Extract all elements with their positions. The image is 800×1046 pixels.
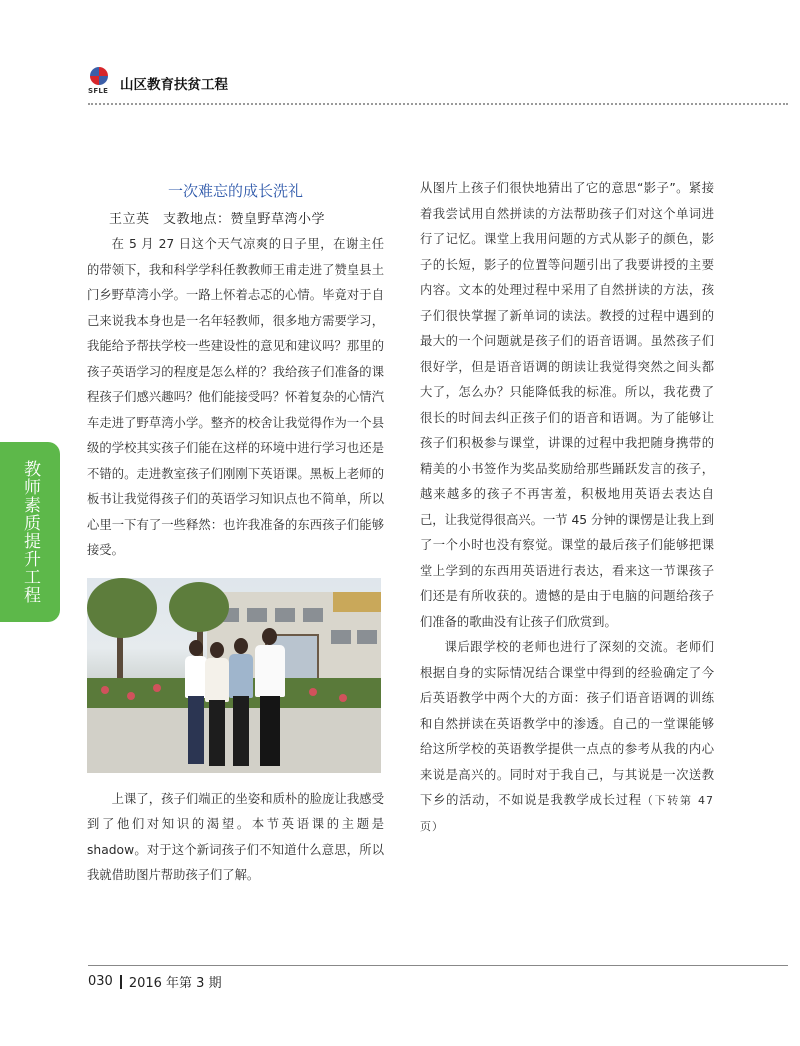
photo-window [357,630,377,644]
article-byline: 王立英 支教地点：赞皇野草湾小学 [109,212,326,227]
article-paragraph: 上课了，孩子们端正的坐姿和质朴的脸庞让我感受到了他们对知识的渴望。本节英语课的主题是 shadow。对于这个新词孩子们不知道什么意思，所以我就借助图片帮助孩子们了解。 [87,791,384,882]
photo-flower [339,694,347,702]
article-paragraph: 从图片上孩子们很快地猜出了它的意思“影子”。紧接着我尝试用自然拼读的方法帮助孩子们对这个单词进行了记忆。课堂上我用问题的方式从影子的颜色，影子的长短，影子的位置等问题引出了我要讲授的主要内容。文本的处理过程中采用了自然拼读的方法，孩子们很快掌握了新单词的读法。教授的过程中遇到的最大的一个问题就是孩子们的语音语调。虽然孩子们很好学，但是语音语调的朗读让我觉得突然之间头都大了，怎么办？只能降低我的标准。所以，我花费了很长的时间去纠正孩子们的语音和语调。为了能够让孩子们积极参与课堂，讲课的过程中我把随身携带的精美的小书签作为奖品奖励给那些踊跃发言的孩子，越来越多的孩子不再害羞，积极地用英语去表达自己，让我觉得很高兴。一节 45 分钟的课愣是让我上到了一个小时也没有察觉。课堂的最后孩子们能够把课堂上学到的东西用英语进行表达，看来这一节课孩子们还是有所收获的。遗憾的是由于电脑的问题给孩子们准备的歌曲没有让孩子们欣赏到。 [420,181,714,629]
logo-mark-icon [90,67,108,85]
photo-window [247,608,267,622]
page-number: 030 [88,974,113,989]
footer-divider [88,965,788,966]
photo-building-sign [333,592,381,612]
page-header [88,66,228,100]
left-column [87,176,384,889]
photo-window [275,608,295,622]
continued-note: （下转第 47 页） [420,794,714,833]
right-column [420,176,714,839]
photo-tree [169,582,229,632]
logo-text: SFLE [88,87,109,95]
sfle-logo [88,67,114,99]
group-photo [87,578,381,773]
section-side-tab: 教师素质提升工程 [0,442,60,622]
photo-flower [127,692,135,700]
article-paragraph: 在 5 月 27 日这个天气凉爽的日子里，在谢主任的带领下，我和科学学科任教教师王甫走进了赞皇县土门乡野草湾小学。一路上怀着忐忑的心情。毕竟对于自己来说我本身也是一名年轻教师，很多地方需要学习，我能给予帮扶学校一些建设性的意见和建议吗？那里的孩子英语学习的程度是怎么样的？我给孩子们准备的课程孩子们感兴趣吗？他们能接受吗？怀着复杂的心情汽车走进了野草湾小学。整齐的校舍让我觉得作为一个县级的学校其实孩子们能在这样的环境中进行学习也还是不错的。走进教室孩子们刚刚下英语课。黑板上老师的板书让我觉得孩子们的英语学习知识点也不简单，所以心里一下有了一些释然：也许我准备的东西孩子们能够接受。 [87,237,384,557]
photo-window [303,608,323,622]
page-footer [88,972,222,991]
photo-tree [87,578,157,638]
header-divider [88,103,788,105]
footer-separator [120,975,122,989]
issue-label: 2016 年第 3 期 [128,976,222,991]
photo-flower [309,688,317,696]
article-title: 一次难忘的成长洗礼 [167,182,303,200]
article-paragraph-text: 课后跟学校的老师也进行了深刻的交流。老师们根据自身的实际情况结合课堂中得到的经验确定了今后英语教学中两个大的方面：孩子们语音语调的训练和自然拼读在英语教学中的渗透。自己的一堂课能够给这所学校的英语教学提供一点点的参考从我的内心来说是高兴的。同时对于我自己，与其说是一次送教下乡的活动，不如说是我教学成长过程 [420,640,714,807]
article-paragraph [420,635,714,839]
photo-flower [153,684,161,692]
photo-flower [101,686,109,694]
header-title: 山区教育扶贫工程 [120,77,228,93]
photo-window [331,630,351,644]
